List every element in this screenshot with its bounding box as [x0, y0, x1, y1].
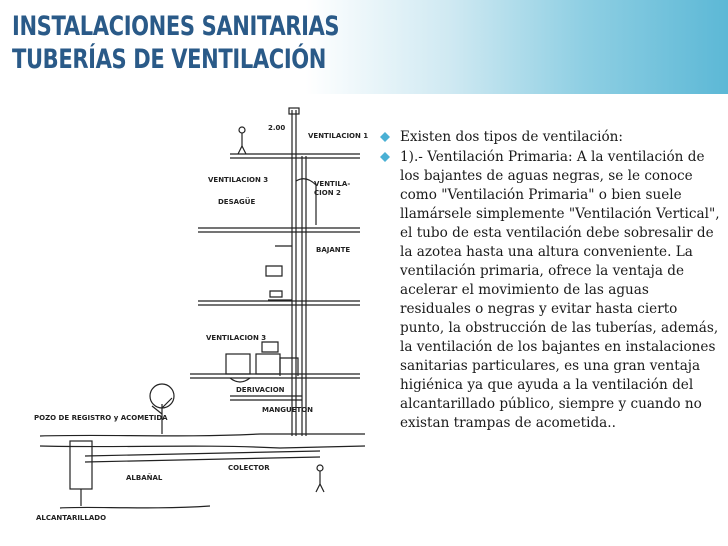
- label-ventilacion-side: VENTILA-: [314, 180, 351, 188]
- label-ventilacion-side-2: CION 2: [314, 189, 341, 197]
- bullet-text: Existen dos tipos de ventilación:: [400, 129, 623, 145]
- slide-title: [12, 10, 339, 76]
- bullet-list: [380, 128, 720, 434]
- label-ventilacion-lower: VENTILACION 3: [206, 334, 267, 342]
- bullet-item: [380, 128, 720, 147]
- label-albanal: ALBAÑAL: [126, 474, 163, 482]
- label-derivacion: DERIVACION: [236, 386, 285, 394]
- bullet-icon: [380, 152, 390, 162]
- label-bajante: BAJANTE: [316, 246, 351, 254]
- label-alcantarillado: ALCANTARILLADO: [36, 514, 107, 522]
- label-colector: COLECTOR: [228, 464, 270, 472]
- title-line-1: INSTALACIONES SANITARIAS: [12, 11, 340, 42]
- label-manguetom: MANGUETON: [262, 406, 314, 414]
- ventilation-diagram: [30, 96, 375, 526]
- title-line-2: TUBERÍAS DE VENTILACIÓN: [12, 44, 327, 75]
- label-height-mark: 2.00: [268, 124, 286, 132]
- bullet-text: 1).- Ventilación Primaria: A la ventilación de los bajantes de aguas negras, se le conoce como "Ventilación Primaria" o bien suele llamársele simplemente "Ventilación Vertical", el tubo de esta ventilación debe sobresalir de la azotea hasta una altura conveniente. La ventilación primaria, ofrece la ventaja de acelerar el movimiento de las aguas residuales o negras y evitar hasta cierto punto, la obstrucción de las tuberías, además, la ventilación de los bajantes en instalaciones sanitarias particulares, es una gran ventaja higiénica ya que ayuda a la ventilación del alcantarillado público, siempre y cuando no existan trampas de acometida..: [400, 149, 720, 431]
- label-ventilacion-3: VENTILACION 3: [208, 176, 269, 184]
- label-ventilacion-top: VENTILACION 1: [308, 132, 369, 140]
- label-pozo: POZO DE REGISTRO y ACOMETIDA: [34, 414, 168, 422]
- bullet-icon: [380, 132, 390, 142]
- bullet-item: [380, 148, 720, 433]
- label-desague: DESAGÜE: [218, 198, 256, 206]
